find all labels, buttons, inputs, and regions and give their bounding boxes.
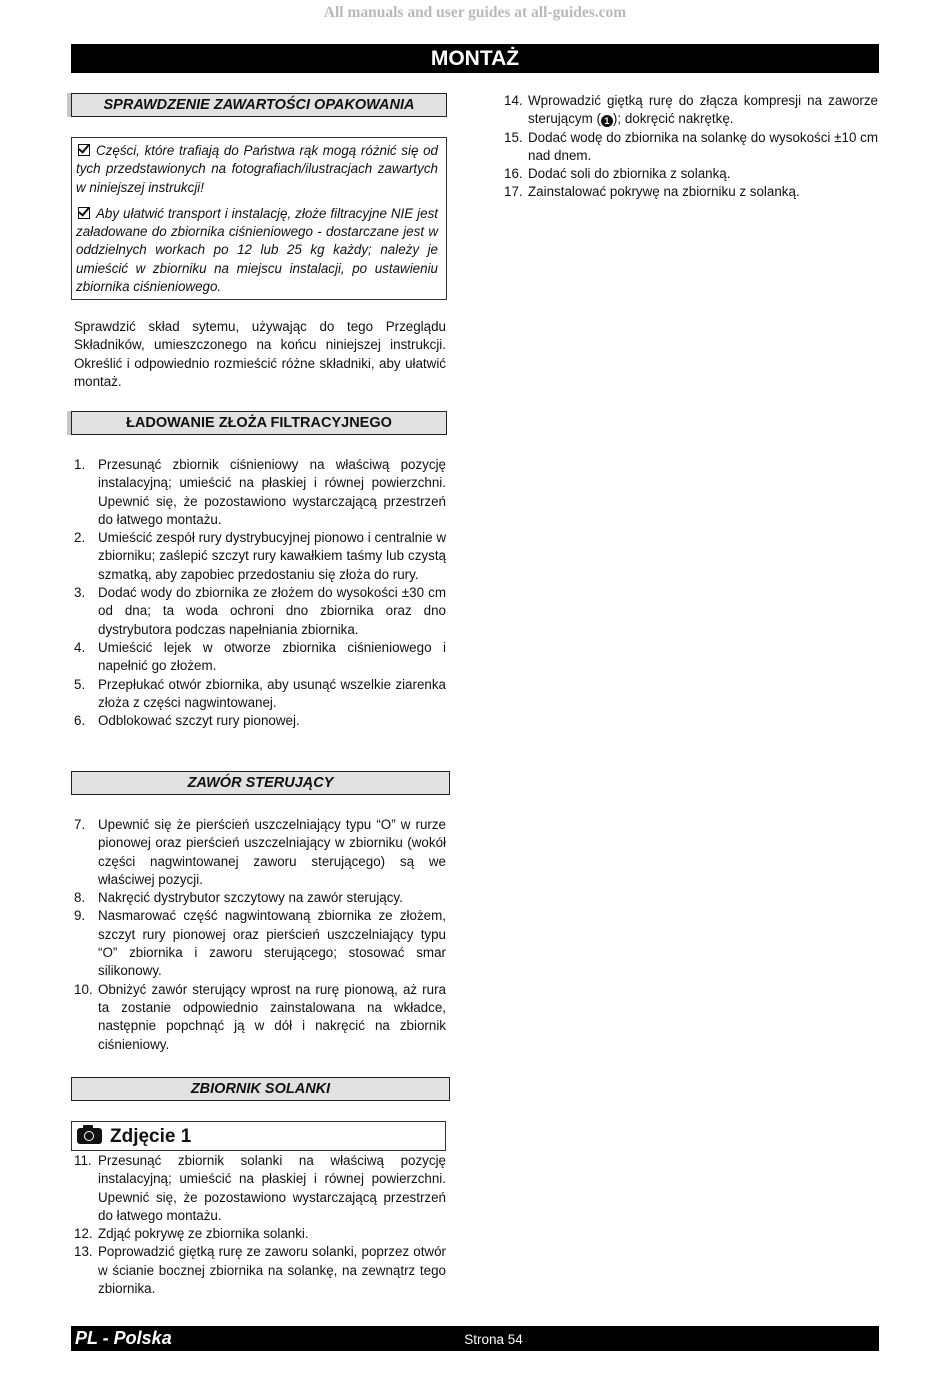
step-text: Zdjąć pokrywę ze zbiornika solanki. [98,1226,309,1242]
watermark: All manuals and user guides at all-guides.com [323,4,627,21]
list-item [504,183,878,201]
note-text: Części, które trafiają do Państwa rąk mogą różnić się od tych przedstawionych na fotografiach/ilustracjach zawartych w niniejszej instrukcji! [76,143,438,195]
list-item [74,1243,446,1298]
camera-icon [77,1128,102,1144]
step-text: Nakręcić dystrybutor szczytowy na zawór sterujący. [98,890,403,906]
step-text: Przesunąć zbiornik ciśnieniowy na właściwą pozycję instalacyjną; umieścić na płaskiej i równej powierzchni. Upewnić się, że pozostawiono wystarczającą przestrzeń do łatwego montażu. [98,457,446,527]
step-text: Zainstalować pokrywę na zbiorniku z solanką. [528,184,800,200]
step-number: 7. [74,817,86,832]
step-number: 6. [74,713,86,729]
checkbox-checked-icon [78,144,90,156]
page-number: Strona 54 [464,1332,523,1347]
step-text: Dodać soli do zbiornika z solanką. [528,166,731,182]
footer-bar [71,1326,879,1351]
list-item [74,712,446,730]
header-shadow [67,93,71,117]
list-item [504,129,878,166]
step-number: 9. [74,908,86,924]
steps-brine-list [74,1152,446,1298]
footer-language: PL - Polska [75,1328,172,1348]
list-item [74,816,446,889]
step-number: 13. [74,1244,93,1260]
step-text: Poprowadzić giętką rurę ze zaworu solanki, poprzez otwór w ścianie bocznej zbiornika na solankę, na zewnątrz tego zbiornika. [98,1244,446,1297]
step-text: Nasmarować część nagwintowaną zbiornika ze złożem, szczyt rury pionowej oraz pierścień uszczelniający typu “O” zbiornika i zaworu sterującego; stosować smar silikonowy. [98,908,446,979]
checkbox-checked-icon [78,207,90,219]
list-item [74,907,446,980]
step-number: 15. [504,129,523,145]
list-item [74,456,446,529]
list-item [74,529,446,584]
list-item [504,165,878,183]
intro-paragraph: Sprawdzić skład sytemu, używając do tego Przeglądu Składników, umieszczonego na końcu niniejszej instrukcji. Określić i odpowiednio rozmieścić różne składniki, aby ułatwić montaż. [74,319,446,389]
page-title: MONTAŻ [71,44,879,73]
step-number: 3. [74,585,86,601]
circled-number-one-icon: 1 [601,115,613,127]
step-number: 14. [504,93,523,108]
list-item [74,1152,446,1225]
step-text: ); dokręcić nakrętkę. [612,111,734,127]
photo-label: Zdjęcie 1 [110,1126,192,1147]
note-box [71,137,447,300]
list-item [74,584,446,639]
list-item [74,676,446,713]
steps-media-list [74,456,446,730]
step-number: 8. [74,890,86,906]
list-item [74,639,446,676]
section-header-contents [71,93,447,117]
note-text: Aby ułatwić transport i instalację, złoże filtracyjne NIE jest załadowane do zbiornika ciśnieniowego - dostarczane jest w oddzielnych workach po 12 lub 25 kg każdy; należy je umieścić w zbiorniku na miejscu instalacji, po ustawieniu zbiornika ciśnieniowego. [76,205,438,295]
list-item [504,92,878,129]
photo-reference-box [71,1121,446,1151]
step-number: 17. [504,184,523,200]
list-item [74,981,446,1054]
step-number: 11. [74,1153,92,1168]
section-header-label: ZAWÓR STERUJĄCY [187,775,334,791]
section-header-valve [71,771,450,795]
section-header-brine [71,1077,450,1101]
step-number: 12. [74,1226,93,1242]
list-item [74,1225,446,1243]
section-header-label: ŁADOWANIE ZŁOŻA FILTRACYJNEGO [126,415,392,431]
step-text: Obniżyć zawór sterujący wprost na rurę pionową, aż rura ta zostanie odpowiednio zainstalowana na wkładce, następnie popchnąć ją w dół i nakręcić na zbiornik ciśnieniowy. [98,981,446,1052]
header-shadow [67,411,71,435]
section-header-label: SPRAWDZENIE ZAWARTOŚCI OPAKOWANIA [103,97,415,113]
step-text: Dodać wody do zbiornika ze złożem do wysokości ±30 cm od dna; ta woda ochroni dno zbiornika oraz dno dystrybutora podczas napełniania zbiornika. [98,585,446,637]
step-text: Umieścić zespół rury dystrybucyjnej pionowo i centralnie w zbiorniku; zaślepić szczyt rury kawałkiem taśmy lub czystą szmatką, aby zapobiec przedostaniu się złoża do rury. [98,530,446,582]
step-number: 1. [74,457,86,472]
list-item [74,889,446,907]
section-header-label: ZBIORNIK SOLANKI [190,1081,331,1097]
section-header-media [71,411,447,435]
step-text: Przepłukać otwór zbiornika, aby usunąć wszelkie ziarenka złoża z części nagwintowanej. [98,676,446,710]
step-text: Przesunąć zbiornik solanki na właściwą pozycję instalacyjną; umieścić na płaskiej i równej powierzchni. Upewnić się, że pozostawiono wystarczającą przestrzeń do łatwego montażu. [98,1153,446,1223]
step-text: Odblokować szczyt rury pionowej. [98,713,300,729]
step-number: 4. [74,639,86,655]
note-item [76,205,438,296]
step-text: Upewnić się że pierścień uszczelniający typu “O” w rurze pionowej oraz pierścień uszczelniający w zbiorniku (wokół części nagwintowanej zaworu sterującego) są we właściwej pozycji. [98,817,446,887]
step-number: 2. [74,530,86,546]
step-number: 16. [504,166,523,182]
step-text: Wprowadzić giętką rurę do złącza kompresji na zaworze sterującym ( [528,93,878,127]
step-text: Umieścić lejek w otworze zbiornika ciśnieniowego i napełnić go złożem. [98,639,446,674]
step-number: 10. [74,981,93,997]
step-text: Dodać wodę do zbiornika na solankę do wysokości ±10 cm nad dnem. [528,129,878,163]
steps-valve-list [74,816,446,1054]
note-item [76,142,438,197]
step-number: 5. [74,676,86,692]
steps-right-list [504,92,878,202]
